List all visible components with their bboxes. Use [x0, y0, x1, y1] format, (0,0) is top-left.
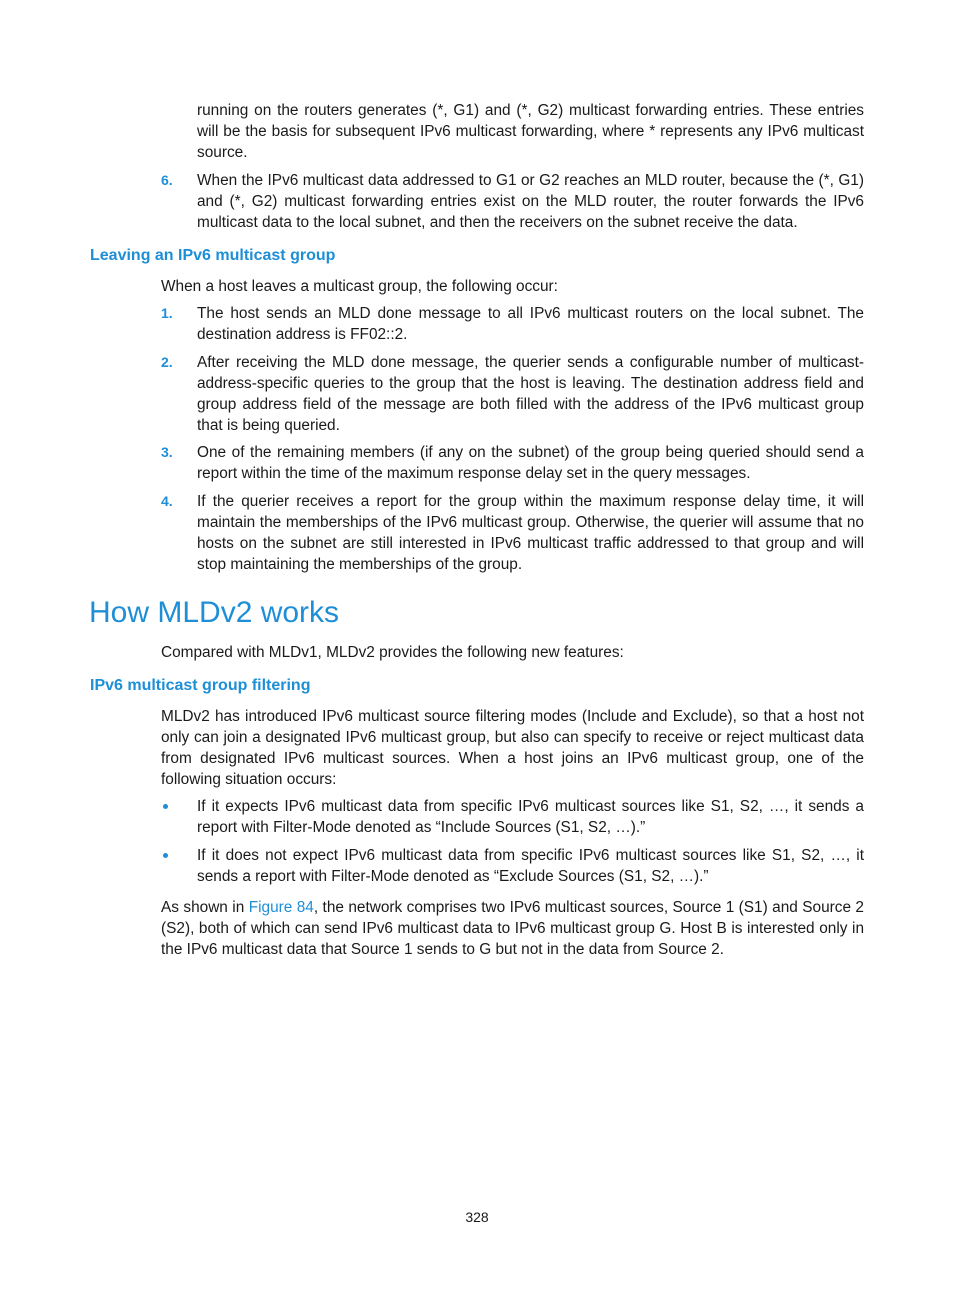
leaving-intro: When a host leaves a multicast group, the following occur:: [161, 278, 558, 295]
step-number: 3.: [161, 444, 173, 460]
bullet-icon: [163, 853, 168, 858]
filtering-paragraph: MLDv2 has introduced IPv6 multicast source filtering modes (Include and Exclude), so that a host not only can join a designated IPv6 multicast group, but also can specify to receive or reject multicast data from designated IPv6 multicast sources. When a host joins an IPv6 multicast group, one of the following situation occurs:: [161, 708, 864, 788]
figure-para-suffix: , the network comprises two IPv6 multicast sources, Source 1 (S1) and Source 2 (S2), both of which can send IPv6 multicast data to IPv6 multicast group G. Host B is interested only in the IPv6 multicast data that Source 1 sends to G but not in the data from Source 2.: [161, 899, 864, 958]
bullet-text: If it does not expect IPv6 multicast data from specific IPv6 multicast sources like S1, S2, …, it sends a report with Filter-Mode denoted as “Exclude Sources (S1, S2, …).”: [197, 847, 864, 885]
bullet-icon: [163, 804, 168, 809]
figure-link[interactable]: Figure 84: [248, 899, 314, 916]
step-text: The host sends an MLD done message to all IPv6 multicast routers on the local subnet. The destination address is FF02::2.: [197, 305, 864, 343]
step-text: When the IPv6 multicast data addressed to G1 or G2 reaches an MLD router, because the (*, G1) and (*, G2) multicast forwarding entries exist on the MLD router, the router forwards the IPv6 multicast data to the local subnet, and then the receivers on the subnet receive the data.: [197, 172, 864, 231]
page-number: 328: [465, 1209, 489, 1225]
step-number: 1.: [161, 305, 173, 321]
continuation-paragraph: running on the routers generates (*, G1) and (*, G2) multicast forwarding entries. These entries will be the basis for subsequent IPv6 multicast forwarding, where * represents any IPv6 multicast source.: [197, 102, 864, 161]
bullet-text: If it expects IPv6 multicast data from specific IPv6 multicast sources like S1, S2, …, it sends a report with Filter-Mode denoted as “Include Sources (S1, S2, …).”: [197, 798, 864, 836]
step-number: 2.: [161, 354, 173, 370]
step-number: 6.: [161, 172, 173, 188]
step-text: If the querier receives a report for the group within the maximum response delay time, it will maintain the memberships of the IPv6 multicast group. Otherwise, the querier will assume that no hosts on the subnet are still interested in IPv6 multicast traffic addressed to that group and will stop maintaining the memberships of the group.: [197, 493, 864, 573]
section-title-mldv2: How MLDv2 works: [89, 596, 340, 629]
figure-para-prefix: As shown in: [161, 899, 249, 916]
step-number: 4.: [161, 493, 173, 509]
step-text: One of the remaining members (if any on the subnet) of the group being queried should send a report within the time of the maximum response delay set in the query messages.: [197, 444, 864, 482]
mldv2-intro: Compared with MLDv1, MLDv2 provides the following new features:: [161, 644, 624, 661]
section-heading-filtering: IPv6 multicast group filtering: [90, 677, 311, 694]
figure-paragraph: [161, 897, 864, 960]
step-text: After receiving the MLD done message, the querier sends a configurable number of multicast-address-specific queries to the group that the host is leaving. The destination address field and group address field of the message are both filled with the address of the IPv6 multicast group that is being queried.: [197, 354, 864, 434]
section-heading-leaving: Leaving an IPv6 multicast group: [90, 247, 336, 264]
